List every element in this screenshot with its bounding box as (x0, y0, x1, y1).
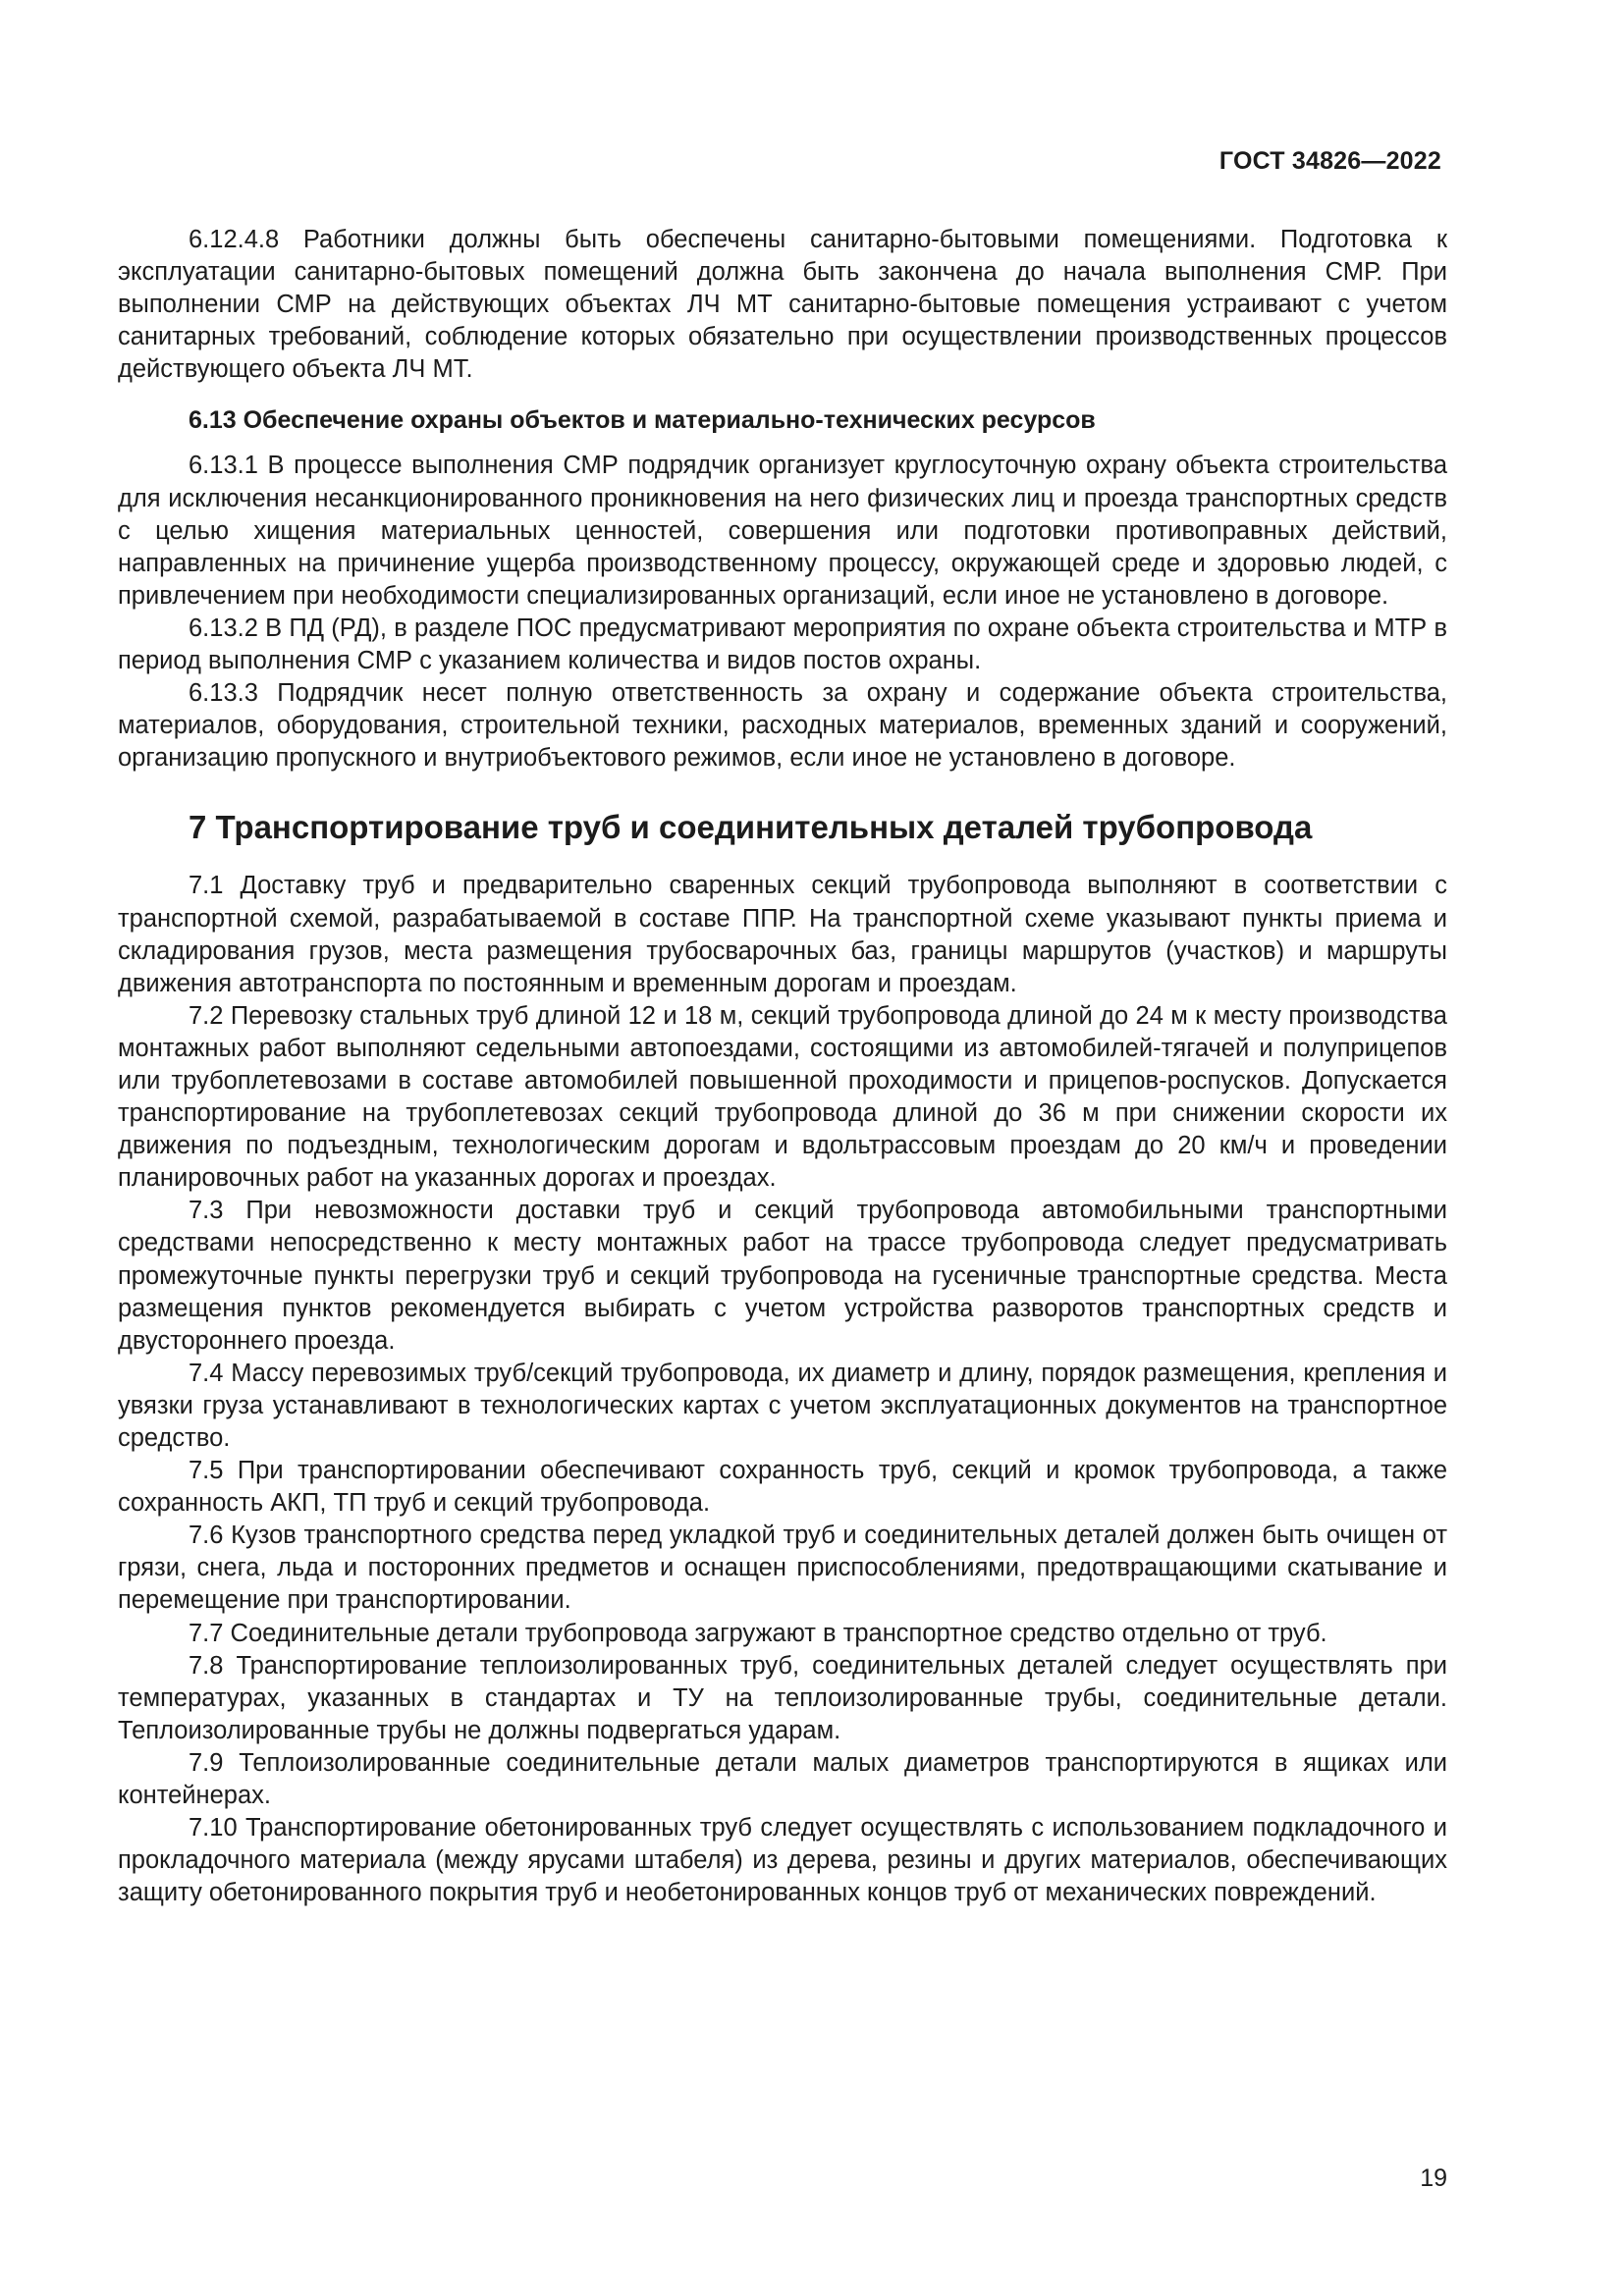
paragraph-7-7: 7.7 Соединительные детали трубопровода загружают в транспортное средство отдельно от труб. (189, 1619, 1327, 1647)
paragraph-6-13-1: 6.13.1 В процессе выполнения СМР подрядчик организует круглосуточную охрану объекта строительства для исключения несанкционированного проникновения на него физических лиц и проезда транспортных средств с целью хищения материальных ценностей, совершения или подготовки противоправных действий, направленных на причинение ущерба производственному процессу, окружающей среде и здоровью людей, с привлечением при необходимости специализированных организаций, если иное не установлено в договоре. (118, 452, 1447, 610)
page-number: 19 (1420, 2164, 1447, 2192)
document-body (118, 224, 1447, 1909)
paragraph-7-9: 7.9 Теплоизолированные соединительные детали малых диаметров транспортируются в ящиках или контейнерах. (118, 1748, 1447, 1810)
paragraph-6-12-4-8: 6.12.4.8 Работники должны быть обеспечены санитарно-бытовыми помещениями. Подготовка к эксплуатации санитарно-бытовых помещений должна быть закончена до начала выполнения СМР. При выполнении СМР на действующих объектах ЛЧ МТ санитарно-бытовые помещения устраивают с учетом санитарных требований, соблюдение которых обязательно при осуществлении производственных процессов действующего объекта ЛЧ МТ. (118, 226, 1447, 384)
paragraph-7-5: 7.5 При транспортировании обеспечивают сохранность труб, секций и кромок трубопровода, а также сохранность АКП, ТП труб и секций трубопровода. (118, 1457, 1447, 1518)
paragraph-7-4: 7.4 Массу перевозимых труб/секций трубопровода, их диаметр и длину, порядок размещения, крепления и увязки груза устанавливают в технологических картах с учетом эксплуатационных документов на транспортное средство. (118, 1359, 1447, 1452)
paragraph-7-8: 7.8 Транспортирование теплоизолированных труб, соединительных деталей следует осуществлять при температурах, указанных в стандартах и ТУ на теплоизолированные трубы, соединительные детали. Теплоизолированные трубы не должны подвергаться ударам. (118, 1651, 1447, 1744)
paragraph-7-10: 7.10 Транспортирование обетонированных труб следует осуществлять с использованием подкладочного и прокладочного материала (между ярусами штабеля) из дерева, резины и других материалов, обеспечивающих защиту обетонированного покрытия труб и необетонированных концов труб от механических повреждений. (118, 1814, 1447, 1907)
paragraph-7-1: 7.1 Доставку труб и предварительно сваренных секций трубопровода выполняют в соответствии с транспортной схемой, разрабатываемой в составе ППР. На транспортной схеме указывают пункты приема и складирования грузов, места размещения трубосварочных баз, границы маршрутов (участков) и маршруты движения автотранспорта по постоянным и временным дорогам и проездам. (118, 872, 1447, 997)
paragraph-7-3: 7.3 При невозможности доставки труб и секций трубопровода автомобильными транспортными средствами непосредственно к месту монтажных работ на трассе трубопровода следует предусматривать промежуточные пункты перегрузки труб и секций трубопровода на гусеничные транспортные средства. Места размещения пунктов рекомендуется выбирать с учетом устройства разворотов транспортных средств и двустороннего проезда. (118, 1197, 1447, 1355)
paragraph-6-13-2: 6.13.2 В ПД (РД), в разделе ПОС предусматривают мероприятия по охране объекта строительства и МТР в период выполнения СМР с указанием количества и видов постов охраны. (118, 614, 1447, 675)
standard-designation: ГОСТ 34826—2022 (1218, 147, 1441, 175)
paragraph-6-13-3: 6.13.3 Подрядчик несет полную ответственность за охрану и содержание объекта строительства, материалов, оборудования, строительной техники, расходных материалов, временных зданий и сооружений, организацию пропускного и внутриобъектового режимов, если иное не установлено в договоре. (118, 679, 1447, 773)
subsection-heading-6-13: 6.13 Обеспечение охраны объектов и материально-технических ресурсов (189, 406, 1096, 435)
paragraph-7-6: 7.6 Кузов транспортного средства перед укладкой труб и соединительных деталей должен быть очищен от грязи, снега, льда и посторонних предметов и оснащен приспособлениями, предотвращающими скатывание и перемещение при транспортировании. (118, 1522, 1447, 1615)
section-heading-7: 7 Транспортирование труб и соединительных деталей трубопровода (189, 809, 1313, 846)
paragraph-7-2: 7.2 Перевозку стальных труб длиной 12 и 18 м, секций трубопровода длиной до 24 м к месту производства монтажных работ выполняют седельными автопоездами, состоящими из автомобилей-тягачей и полуприцепов или трубоплетевозами в составе автомобилей повышенной проходимости и прицепов-роспусков. Допускается транспортирование на трубоплетевозах секций трубопровода длиной до 36 м при снижении скорости их движения по подъездным, технологическим дорогам и вдольтрассовым проездам до 20 км/ч и проведении планировочных работ на указанных дорогах и проездах. (118, 1001, 1447, 1193)
